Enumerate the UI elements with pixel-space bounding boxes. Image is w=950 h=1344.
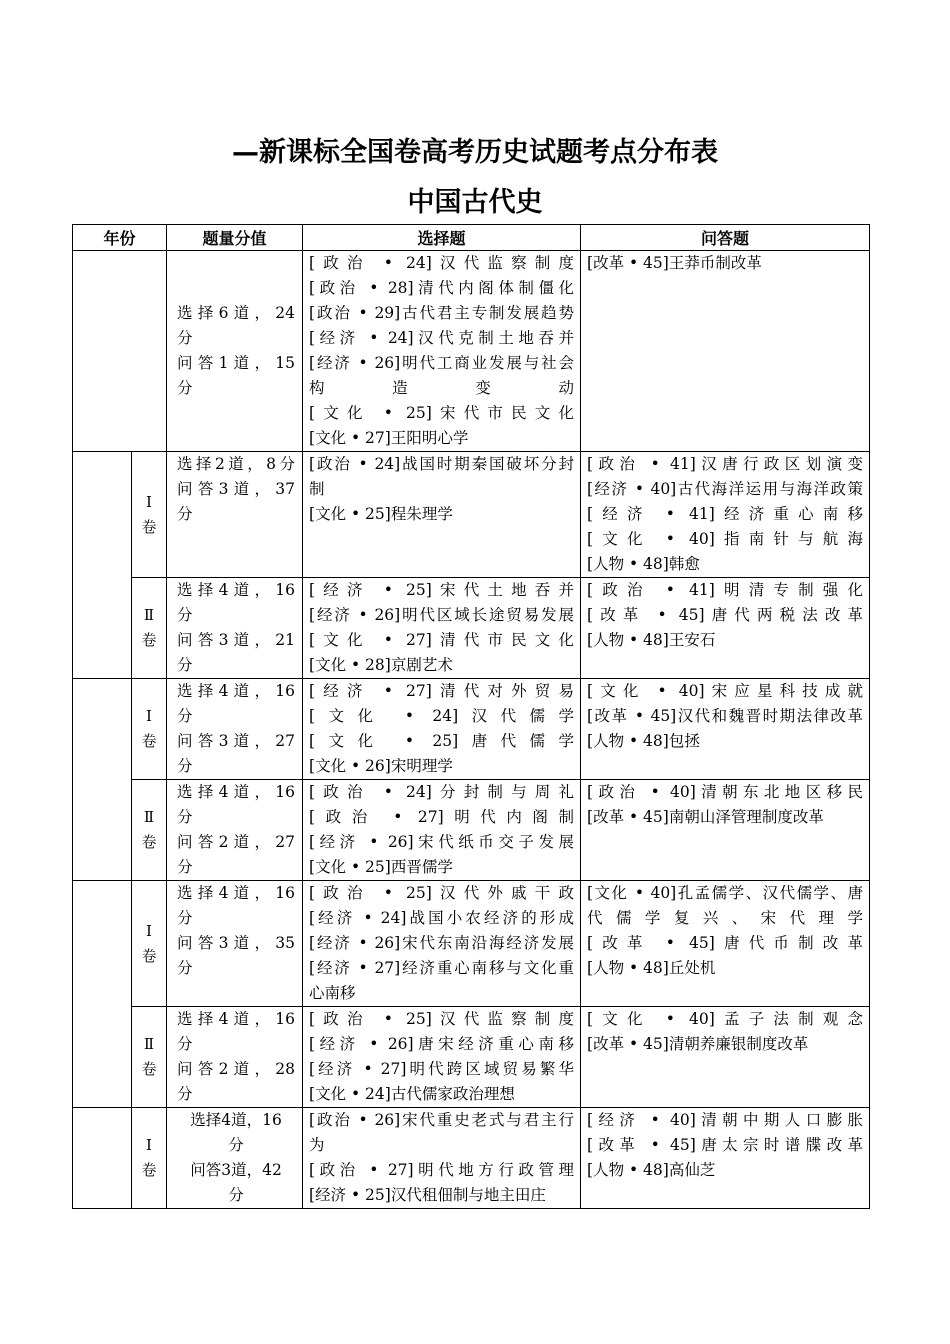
cell-line: Ⅰ <box>146 1136 152 1154</box>
cell-line: 问 答 3 道 ， 27 <box>177 732 296 750</box>
cell-line: 分 <box>228 1186 244 1204</box>
table-header-row <box>73 225 870 251</box>
cell-line: [改革 • 45]唐太宗时谱牒改革 <box>587 1136 864 1154</box>
cell-line: [经济 • 25]宋代土地吞并 <box>309 581 575 599</box>
cell-line: Ⅰ <box>146 921 152 940</box>
cell-line: [人物 • 48]王安石 <box>587 631 716 649</box>
header-choice: 选择题 <box>303 225 581 251</box>
cell-line: [政治 • 27]明代内阁制 <box>309 808 575 826</box>
cell-line: [改革 • 45]唐代币制改革 <box>587 934 864 952</box>
section-title: 中国古代史 <box>407 187 543 218</box>
cell-line: [经济 • 26]宋代纸币交子发展 <box>309 833 575 851</box>
cell-line: 问 答 2 道 ， 28 <box>177 1060 296 1078</box>
cell-line: [经济 • 26]明代工商业发展与社会 <box>309 354 575 372</box>
cell-line: 分 <box>177 959 193 977</box>
cell-line: 分 <box>177 606 193 624</box>
cell-line: [改革 • 45]清朝养廉银制度改革 <box>587 1035 809 1053</box>
cell-line: [经济 • 24]战国小农经济的形成 <box>309 909 575 927</box>
cell-line: [政治 • 28]清代内阁体制僵化 <box>309 279 575 297</box>
volume-cell <box>132 578 167 679</box>
choice-cell <box>303 780 581 881</box>
cell-line: [政治 • 24]汉代监察制度 <box>309 254 575 272</box>
cell-line: [文化 • 24]汉代儒学 <box>309 707 575 725</box>
qa-cell <box>581 452 870 578</box>
cell-line: [文化 • 25]程朱理学 <box>309 505 453 523</box>
cell-line: [人物 • 48]包拯 <box>587 732 700 750</box>
cell-line: [政治 • 40]清朝东北地区移民 <box>587 783 864 801</box>
qa-cell <box>581 679 870 780</box>
document-title: —新课标全国卷高考历史试题考点分布表 <box>232 137 718 168</box>
cell-line: [经济 • 26]宋代东南沿海经济发展 <box>309 934 575 952</box>
cell-line: [经济 • 41]经济重心南移 <box>587 505 864 523</box>
cell-line: [经济 • 24]汉代克制土地吞并 <box>309 329 575 347</box>
cell-line: [政治 • 25]汉代外戚干政 <box>309 884 575 902</box>
cell-line: Ⅱ <box>143 606 155 624</box>
cell-line: 分 <box>177 329 193 347</box>
cell-line: 卷 <box>141 732 157 750</box>
choice-cell <box>303 1108 581 1209</box>
choice-cell <box>303 452 581 578</box>
cell-line: [改革 • 45]王莽币制改革 <box>587 254 762 272</box>
table-row <box>73 679 870 780</box>
cell-line: 问答3道，42 <box>190 1161 282 1179</box>
cell-line: 分 <box>177 505 193 523</box>
cell-line: 制 <box>309 480 325 498</box>
score-cell <box>167 780 303 881</box>
volume-cell <box>132 780 167 881</box>
table-row <box>73 1108 870 1209</box>
choice-cell <box>303 881 581 1007</box>
cell-line: [文化 • 24]古代儒家政治理想 <box>309 1085 515 1103</box>
cell-line: [经济 • 27]清代对外贸易 <box>309 682 575 700</box>
cell-line: [文化 • 40]孟子法制观念 <box>587 1010 864 1028</box>
cell-line: 卷 <box>141 1161 157 1179</box>
volume-cell <box>132 881 167 1007</box>
score-cell <box>167 452 303 578</box>
year-cell <box>73 251 167 452</box>
cell-line: 分 <box>177 656 193 674</box>
cell-line: 选择4道，16 <box>190 1111 282 1129</box>
volume-cell <box>132 679 167 780</box>
cell-line: [经济 • 27]明代跨区域贸易繁华 <box>309 1060 575 1078</box>
cell-line: [文化 • 27]王阳明心学 <box>309 429 469 447</box>
qa-cell <box>581 881 870 1007</box>
cell-line: 分 <box>177 1085 193 1103</box>
choice-cell <box>303 1007 581 1108</box>
table-row <box>73 1007 870 1108</box>
table-row <box>73 452 870 578</box>
cell-line: 选 择 4 道 ， 16 <box>177 783 296 801</box>
qa-cell <box>581 578 870 679</box>
table-row <box>73 780 870 881</box>
year-cell <box>73 679 132 881</box>
cell-line: [改革 • 45]南朝山泽管理制度改革 <box>587 808 824 826</box>
year-cell <box>73 881 132 1108</box>
table-row <box>73 881 870 1007</box>
cell-line: [经济 • 40]清朝中期人口膨胀 <box>587 1111 864 1129</box>
score-cell <box>167 578 303 679</box>
cell-line: 卷 <box>141 517 157 536</box>
choice-cell <box>303 578 581 679</box>
cell-line: [文化 • 40]指南针与航海 <box>587 530 864 548</box>
cell-line: 分 <box>177 909 193 927</box>
cell-line: 选 择 6 道 ， 24 <box>177 304 296 322</box>
cell-line: Ⅰ <box>146 707 152 725</box>
cell-line: 为 <box>309 1136 325 1154</box>
cell-line: 心南移 <box>309 984 356 1002</box>
cell-line: [文化 • 25]唐代儒学 <box>309 732 575 750</box>
cell-line: 卷 <box>141 946 157 965</box>
cell-line: [政治 • 24]战国时期秦国破坏分封 <box>309 455 575 473</box>
cell-line: [政治 • 41]汉唐行政区划演变 <box>587 455 864 473</box>
cell-line: 分 <box>177 757 193 775</box>
cell-line: [文化 • 25]西晋儒学 <box>309 858 453 876</box>
header-year: 年份 <box>73 225 167 251</box>
cell-line: [文化 • 40]宋应星科技成就 <box>587 682 864 700</box>
cell-line: 分 <box>177 1035 193 1053</box>
cell-line: 分 <box>177 858 193 876</box>
qa-cell <box>581 1108 870 1209</box>
score-cell <box>167 251 303 452</box>
cell-line: 问 答 2 道 ， 27 <box>177 833 296 851</box>
cell-line: 选 择 4 道 ， 16 <box>177 884 296 902</box>
header-score: 题量分值 <box>167 225 303 251</box>
table-row <box>73 251 870 452</box>
cell-line: [政治 • 29]古代君主专制发展趋势 <box>309 304 575 322</box>
score-cell <box>167 881 303 1007</box>
header-qa: 问答题 <box>581 225 870 251</box>
cell-line: [文化 • 28]京剧艺术 <box>309 656 453 674</box>
volume-cell <box>132 452 167 578</box>
cell-line: 构造变动 <box>309 379 575 397</box>
qa-cell <box>581 1007 870 1108</box>
cell-line: [改革 • 45]汉代和魏晋时期法律改革 <box>587 707 864 725</box>
cell-line: Ⅱ <box>143 808 155 826</box>
cell-line: [文化 • 27]清代市民文化 <box>309 631 575 649</box>
cell-line: [文化 • 25]宋代市民文化 <box>309 404 575 422</box>
cell-line: 分 <box>177 379 193 397</box>
score-cell <box>167 1007 303 1108</box>
cell-line: [改革 • 45]唐代两税法改革 <box>587 606 864 624</box>
year-cell <box>73 452 132 679</box>
cell-line: [经济 • 25]汉代租佃制与地主田庄 <box>309 1186 546 1204</box>
cell-line: 卷 <box>141 1060 157 1078</box>
cell-line: 分 <box>177 707 193 725</box>
qa-cell <box>581 780 870 881</box>
cell-line: Ⅰ <box>146 492 152 511</box>
cell-line: [经济 • 40]古代海洋运用与海洋政策 <box>587 480 864 498</box>
cell-line: [经济 • 26]唐宋经济重心南移 <box>309 1035 575 1053</box>
cell-line: 问 答 1 道 ， 15 <box>177 354 296 372</box>
cell-line: Ⅱ <box>143 1035 155 1053</box>
score-cell <box>167 679 303 780</box>
cell-line: 选 择 4 道 ， 16 <box>177 581 296 599</box>
cell-line: [政治 • 24]分封制与周礼 <box>309 783 575 801</box>
score-cell <box>167 1108 303 1209</box>
cell-line: [政治 • 26]宋代重史老式与君主行 <box>309 1111 575 1129</box>
cell-line: [政治 • 25]汉代监察制度 <box>309 1010 575 1028</box>
volume-cell <box>132 1108 167 1209</box>
cell-line: 卷 <box>141 631 157 649</box>
table-row <box>73 578 870 679</box>
cell-line: 选 择 4 道 ， 16 <box>177 682 296 700</box>
cell-line: 选择2道，8分 <box>177 455 296 473</box>
cell-line: [政治 • 41]明清专制强化 <box>587 581 864 599</box>
cell-line: 分 <box>228 1136 244 1154</box>
cell-line: [政治 • 27]明代地方行政管理 <box>309 1161 575 1179</box>
cell-line: 问 答 3 道 ， 37 <box>177 480 296 498</box>
cell-line: 分 <box>177 808 193 826</box>
cell-line: 代儒学复兴、宋代理学 <box>587 909 864 927</box>
cell-line: 卷 <box>141 833 157 851</box>
choice-cell <box>303 251 581 452</box>
cell-line: [文化 • 40]孔孟儒学、汉代儒学、唐 <box>587 884 864 902</box>
cell-line: [文化 • 26]宋明理学 <box>309 757 453 775</box>
cell-line: [人物 • 48]丘处机 <box>587 959 716 977</box>
cell-line: [人物 • 48]韩愈 <box>587 555 700 573</box>
cell-line: 选 择 4 道 ， 16 <box>177 1010 296 1028</box>
cell-line: 问 答 3 道 ， 35 <box>177 934 296 952</box>
qa-cell <box>581 251 870 452</box>
cell-line: [人物 • 48]高仙芝 <box>587 1161 716 1179</box>
cell-line: [经济 • 27]经济重心南移与文化重 <box>309 959 575 977</box>
year-cell <box>73 1108 132 1209</box>
cell-line: 问 答 3 道 ， 21 <box>177 631 296 649</box>
volume-cell <box>132 1007 167 1108</box>
cell-line: [经济 • 26]明代区域长途贸易发展 <box>309 606 575 624</box>
choice-cell <box>303 679 581 780</box>
exam-distribution-table <box>72 224 870 1209</box>
